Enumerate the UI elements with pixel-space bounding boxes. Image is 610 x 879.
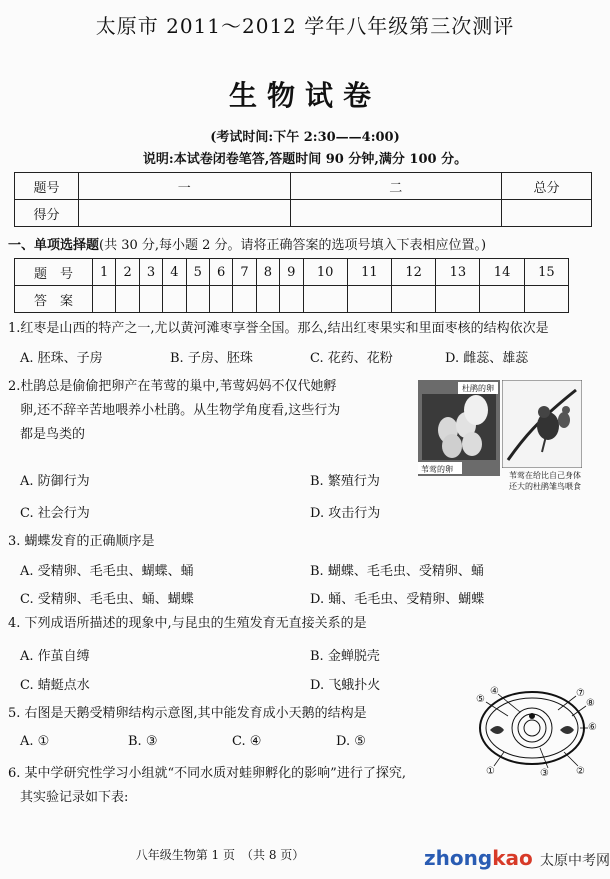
answer-cell[interactable] [280, 286, 303, 313]
q2-stem-line1: 2.杜鹃总是偷偷把卵产在苇莺的巢中,苇莺妈妈不仅代她孵 [8, 379, 337, 394]
q3-option-c[interactable]: C. 受精卵、毛毛虫、蛹、蝴蝶 [20, 592, 194, 607]
q1-option-a[interactable]: A. 胚珠、子房 [20, 351, 103, 366]
answer-number: 4 [163, 259, 186, 286]
section1-desc: (共 30 分,每小题 2 分。请将正确答案的选项号填入下表相应位置。) [99, 238, 487, 253]
score-table [14, 172, 592, 227]
q5-label-7: ⑦ [576, 688, 585, 699]
q3-option-d[interactable]: D. 蛹、毛毛虫、受精卵、蝴蝶 [310, 592, 485, 607]
page-title: 生物试卷 [228, 79, 381, 112]
q5-label-2: ② [576, 766, 585, 777]
answer-blank-row [15, 286, 569, 313]
q2-label-warbler-egg: 苇莺的卵 [421, 465, 453, 474]
feeding-illustration [502, 380, 582, 468]
q2-option-a[interactable]: A. 防御行为 [20, 474, 90, 489]
q6-stem-line2: 其实验记录如下表: [20, 790, 129, 805]
answer-cell[interactable] [93, 286, 116, 313]
answer-cell[interactable] [303, 286, 347, 313]
q4-option-d[interactable]: D. 飞蛾扑火 [310, 678, 381, 693]
q1-option-c[interactable]: C. 花药、花粉 [310, 351, 393, 366]
exam-instructions: 说明:本试卷闭卷笔答,答题时间 90 分钟,满分 100 分。 [142, 152, 468, 167]
exam-header: 太原市 2011～2012 学年八年级第三次测评 [95, 14, 515, 38]
q1-option-b[interactable]: B. 子房、胚珠 [170, 351, 253, 366]
answer-cell[interactable] [347, 286, 391, 313]
q2-feeding-image [502, 380, 582, 468]
q6-stem-line1: 6. 某中学研究性学习小组就“不同水质对蛙卵孵化的影响”进行了探究, [8, 766, 406, 781]
nest-eggs-illustration [418, 380, 500, 476]
exam-time: (考试时间:下午 2:30——4:00) [210, 130, 400, 145]
answer-cell[interactable] [391, 286, 435, 313]
answer-number: 11 [347, 259, 391, 286]
answer-number: 12 [391, 259, 435, 286]
answer-cell[interactable] [256, 286, 279, 313]
q5-label-4: ④ [490, 686, 499, 697]
answer-cell[interactable] [524, 286, 568, 313]
q2-feeding-caption-1: 苇莺在给比自己身体 [509, 471, 581, 480]
answer-number: 3 [139, 259, 162, 286]
score-cell-2[interactable] [290, 200, 502, 227]
answer-number: 2 [116, 259, 139, 286]
answer-number: 6 [209, 259, 232, 286]
watermark-part1: zhong [424, 846, 493, 870]
answer-number: 9 [280, 259, 303, 286]
answer-ans-label: 答 案 [15, 286, 93, 313]
q2-stem-line3: 都是鸟类的 [20, 427, 86, 442]
answer-cell[interactable] [480, 286, 524, 313]
q5-label-3: ③ [540, 768, 549, 779]
answer-number-row [15, 259, 569, 286]
answer-number: 13 [436, 259, 480, 286]
answer-cell[interactable] [436, 286, 480, 313]
q2-label-cuckoo-egg: 杜鹃的卵 [462, 384, 494, 393]
score-col-label: 题号 [15, 173, 79, 200]
answer-cell[interactable] [233, 286, 256, 313]
q1-option-d[interactable]: D. 雌蕊、雄蕊 [445, 351, 529, 366]
answer-number: 5 [186, 259, 209, 286]
q4-stem: 4. 下列成语所描述的现象中,与昆虫的生殖发育无直接关系的是 [8, 616, 367, 631]
score-cell-1[interactable] [78, 200, 290, 227]
section1-title: 一、单项选择题 [8, 238, 100, 253]
watermark-site: 太原中考网 [540, 853, 610, 869]
answer-number: 10 [303, 259, 347, 286]
score-cell-total[interactable] [502, 200, 592, 227]
page-footer: 八年级生物第 1 页 （共 8 页） [135, 848, 305, 862]
answer-table [14, 258, 569, 313]
q2-option-b[interactable]: B. 繁殖行为 [310, 474, 380, 489]
answer-row-label: 题 号 [15, 259, 93, 286]
q5-option-d[interactable]: D. ⑤ [336, 734, 366, 749]
answer-number: 7 [233, 259, 256, 286]
q1-stem: 1.红枣是山西的特产之一,尤以黄河滩枣享誉全国。那么,结出红枣果实和里面枣核的结构依次是 [8, 321, 549, 336]
score-col-total: 总分 [502, 173, 592, 200]
answer-cell[interactable] [139, 286, 162, 313]
score-col-2: 二 [290, 173, 502, 200]
q3-option-b[interactable]: B. 蝴蝶、毛毛虫、受精卵、蛹 [310, 564, 484, 579]
q4-option-b[interactable]: B. 金蝉脱壳 [310, 649, 380, 664]
q2-option-d[interactable]: D. 攻击行为 [310, 506, 381, 521]
q2-stem-line2: 卵,还不辞辛苦地喂养小杜鹃。从生物学角度看,这些行为 [20, 403, 341, 418]
answer-cell[interactable] [163, 286, 186, 313]
q5-option-b[interactable]: B. ③ [128, 734, 158, 749]
q4-option-c[interactable]: C. 蜻蜓点水 [20, 678, 90, 693]
q5-stem: 5. 右图是天鹅受精卵结构示意图,其中能发育成小天鹅的结构是 [8, 706, 367, 721]
q2-feeding-caption-2: 还大的杜鹃雏鸟喂食 [509, 482, 581, 491]
score-col-1: 一 [78, 173, 290, 200]
q5-option-a[interactable]: A. ① [20, 734, 50, 749]
q5-label-5: ⑤ [476, 694, 485, 705]
answer-number: 15 [524, 259, 568, 286]
watermark-part2: kao [492, 846, 533, 870]
answer-number: 14 [480, 259, 524, 286]
answer-number: 8 [256, 259, 279, 286]
watermark-logo [424, 846, 533, 870]
q2-nest-eggs-image [418, 380, 500, 476]
answer-number: 1 [93, 259, 116, 286]
q3-option-a[interactable]: A. 受精卵、毛毛虫、蝴蝶、蛹 [20, 564, 194, 579]
q5-option-c[interactable]: C. ④ [232, 734, 262, 749]
q5-label-1: ① [486, 766, 495, 777]
q3-stem: 3. 蝴蝶发育的正确顺序是 [8, 534, 155, 549]
answer-cell[interactable] [186, 286, 209, 313]
q5-label-8: ⑧ [586, 698, 595, 709]
q5-label-6: ⑥ [588, 722, 597, 733]
q5-egg-diagram [468, 676, 598, 780]
q2-option-c[interactable]: C. 社会行为 [20, 506, 90, 521]
answer-cell[interactable] [209, 286, 232, 313]
section1-heading [8, 234, 486, 253]
score-row-label: 得分 [15, 200, 79, 227]
q4-option-a[interactable]: A. 作茧自缚 [20, 649, 90, 664]
answer-cell[interactable] [116, 286, 139, 313]
